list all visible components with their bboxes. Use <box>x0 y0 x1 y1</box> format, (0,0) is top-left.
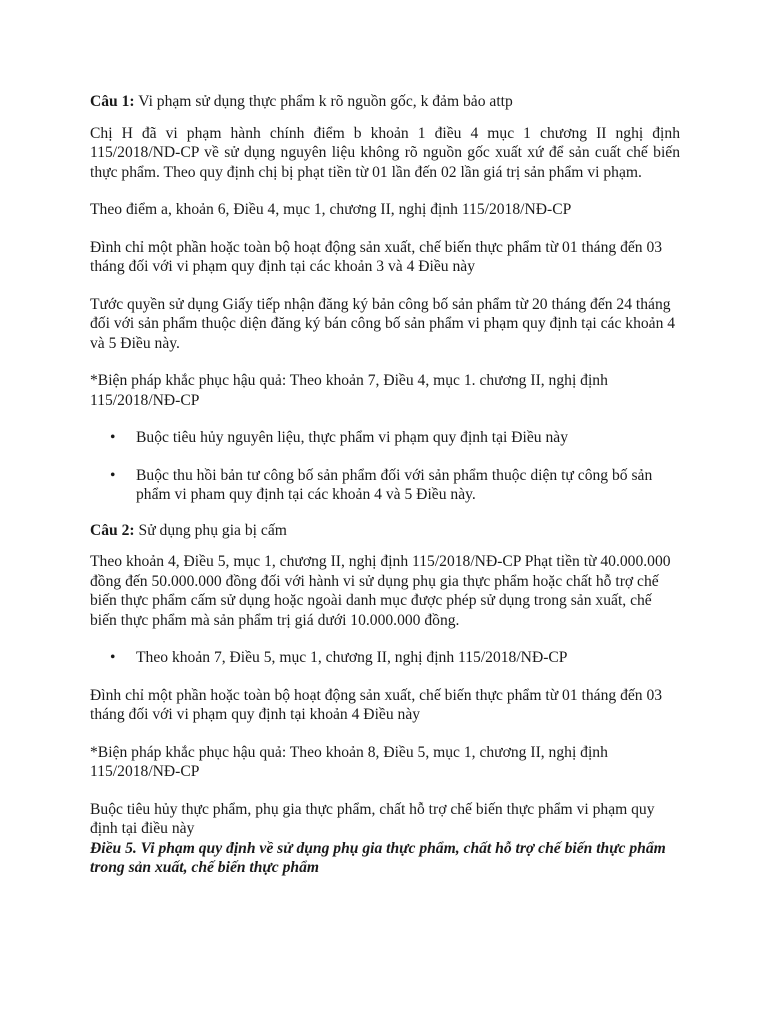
document-page <box>90 92 680 878</box>
q2-paragraph-remedies: *Biện pháp khắc phục hậu quả: Theo khoản 8, Điều 5, mục 1, chương II, nghị định 115/2018/NĐ-CP <box>90 743 608 780</box>
list-item <box>90 648 680 668</box>
q1-paragraph-suspension: Đình chỉ một phần hoặc toàn bộ hoạt động sản xuất, chế biến thực phẩm từ 01 tháng đến 03 tháng đối với vi phạm quy định tại các khoản 3 và 4 Điều này <box>90 238 663 275</box>
list-item <box>90 466 680 505</box>
list-item <box>90 428 680 448</box>
q2-label: Câu 2: <box>90 521 135 539</box>
q2-paragraph-fine: Theo khoản 4, Điều 5, mục 1, chương II, nghị định 115/2018/NĐ-CP Phạt tiền từ 40.000.000 đồng đến 50.000.000 đồng đối với hành vi sử dụng phụ gia thực phẩm hoặc chất hỗ trợ chế biến thực phẩm cấm sử dụng hoặc ngoài danh mục được phép sử dụng trong sản xuất, chế biến thực phẩm mà sản phẩm trị giá dưới 10.000.000 đồng. <box>90 553 671 629</box>
q1-paragraph-legal-basis: Theo điểm a, khoản 6, Điều 4, mục 1, chương II, nghị định 115/2018/NĐ-CP <box>90 201 572 218</box>
q1-paragraph-remedies: *Biện pháp khắc phục hậu quả: Theo khoản 7, Điều 4, mục 1. chương II, nghị định 115/2018/NĐ-CP <box>90 372 608 409</box>
q2-article-title: Điều 5. Vi phạm quy định về sử dụng phụ gia thực phẩm, chất hỗ trợ chế biến thực phẩm trong sản xuất, chế biến thực phẩm <box>90 839 666 876</box>
q2-heading <box>90 521 680 541</box>
q2-paragraph-destruction: Buộc tiêu hủy thực phẩm, phụ gia thực phẩm, chất hỗ trợ chế biến thực phẩm vi phạm quy định tại điều này <box>90 800 655 837</box>
q1-paragraph-license-revocation: Tước quyền sử dụng Giấy tiếp nhận đăng ký bản công bố sản phẩm từ 20 tháng đến 24 tháng đối với sản phẩm thuộc diện đăng ký bán công bố sản phẩm vi phạm quy định tại các khoản 4 và 5 Điều này. <box>90 295 676 352</box>
q1-title: Vi phạm sử dụng thực phẩm k rõ nguồn gốc, k đảm bảo attp <box>134 93 513 110</box>
q2-title: Sử dụng phụ gia bị cấm <box>134 521 287 539</box>
q1-paragraph-violation: Chị H đã vi phạm hành chính điểm b khoản 1 điều 4 mục 1 chương II nghị định 115/2018/ND-CP về sử dụng nguyên liệu không rõ nguồn gốc xuất xứ để sản cuất chế biến thực phẩm. Theo quy định chị bị phạt tiền từ 01 lần đến 02 lần giá trị sản phẩm vi phạm. <box>90 124 680 181</box>
list-item-text: Buộc thu hồi bản tư công bố sản phẩm đối với sản phẩm thuộc diện tự công bố sản phẩm vi pham quy định tại các khoản 4 và 5 Điều này. <box>136 466 653 503</box>
list-item-text: Theo khoản 7, Điều 5, mục 1, chương II, nghị định 115/2018/NĐ-CP <box>136 649 568 666</box>
list-item-text: Buộc tiêu hủy nguyên liệu, thực phẩm vi phạm quy định tại Điều này <box>136 429 569 446</box>
bullet-icon: • <box>110 429 116 446</box>
q2-paragraph-suspension: Đình chỉ một phần hoặc toàn bộ hoạt động sản xuất, chế biến thực phẩm từ 01 tháng đến 03 tháng đối với vi phạm quy định tại khoản 4 Điều này <box>90 686 663 723</box>
q1-heading <box>90 92 680 112</box>
bullet-icon: • <box>110 466 116 484</box>
q1-label: Câu 1: <box>90 93 135 110</box>
q1-bullet-list <box>90 428 680 505</box>
q2-bullet-list <box>90 648 680 668</box>
bullet-icon: • <box>110 649 116 666</box>
